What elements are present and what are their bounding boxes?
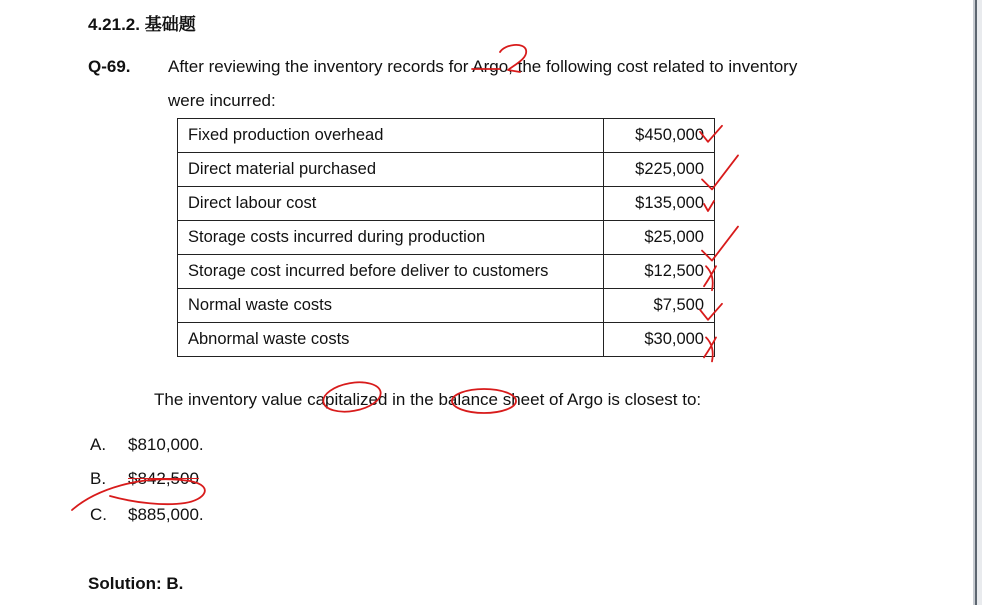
cost-item: Direct labour cost [178, 187, 604, 221]
section-heading: 4.21.2. 基础题 [88, 15, 196, 34]
cost-amount: $135,000 [604, 187, 715, 221]
table-row [178, 289, 715, 323]
table-row [178, 187, 715, 221]
cost-item: Abnormal waste costs [178, 323, 604, 357]
solution-text: Solution: B. [88, 574, 184, 593]
question-text-line2: were incurred: [168, 91, 276, 110]
table-row [178, 119, 715, 153]
answer-option-a[interactable] [90, 435, 204, 455]
option-text: $842,500 [128, 469, 199, 488]
cost-amount: $25,000 [604, 221, 715, 255]
cost-item: Storage costs incurred during production [178, 221, 604, 255]
table-row [178, 255, 715, 289]
window-scrollbar[interactable] [973, 0, 982, 605]
table-row [178, 221, 715, 255]
option-text: $885,000. [128, 505, 204, 524]
table-row [178, 323, 715, 357]
cost-item: Normal waste costs [178, 289, 604, 323]
cost-amount: $225,000 [604, 153, 715, 187]
option-letter: A. [90, 435, 107, 454]
table-row [178, 153, 715, 187]
cost-item: Direct material purchased [178, 153, 604, 187]
cost-item: Fixed production overhead [178, 119, 604, 153]
answer-option-c[interactable] [90, 505, 204, 525]
cost-table [177, 118, 715, 357]
question-text-line1: After reviewing the inventory records for Argo, the following cost related to inventory [168, 57, 798, 76]
question-prompt: The inventory value capitalized in the balance sheet of Argo is closest to: [154, 390, 702, 409]
cost-amount: $12,500 [604, 255, 715, 289]
cost-item: Storage cost incurred before deliver to customers [178, 255, 604, 289]
cost-amount: $7,500 [604, 289, 715, 323]
cost-amount: $450,000 [604, 119, 715, 153]
option-text: $810,000. [128, 435, 204, 454]
question-number: Q-69. [88, 57, 131, 76]
option-letter: C. [90, 505, 107, 524]
cost-amount: $30,000 [604, 323, 715, 357]
option-letter: B. [90, 469, 107, 488]
answer-option-b[interactable] [90, 469, 199, 489]
